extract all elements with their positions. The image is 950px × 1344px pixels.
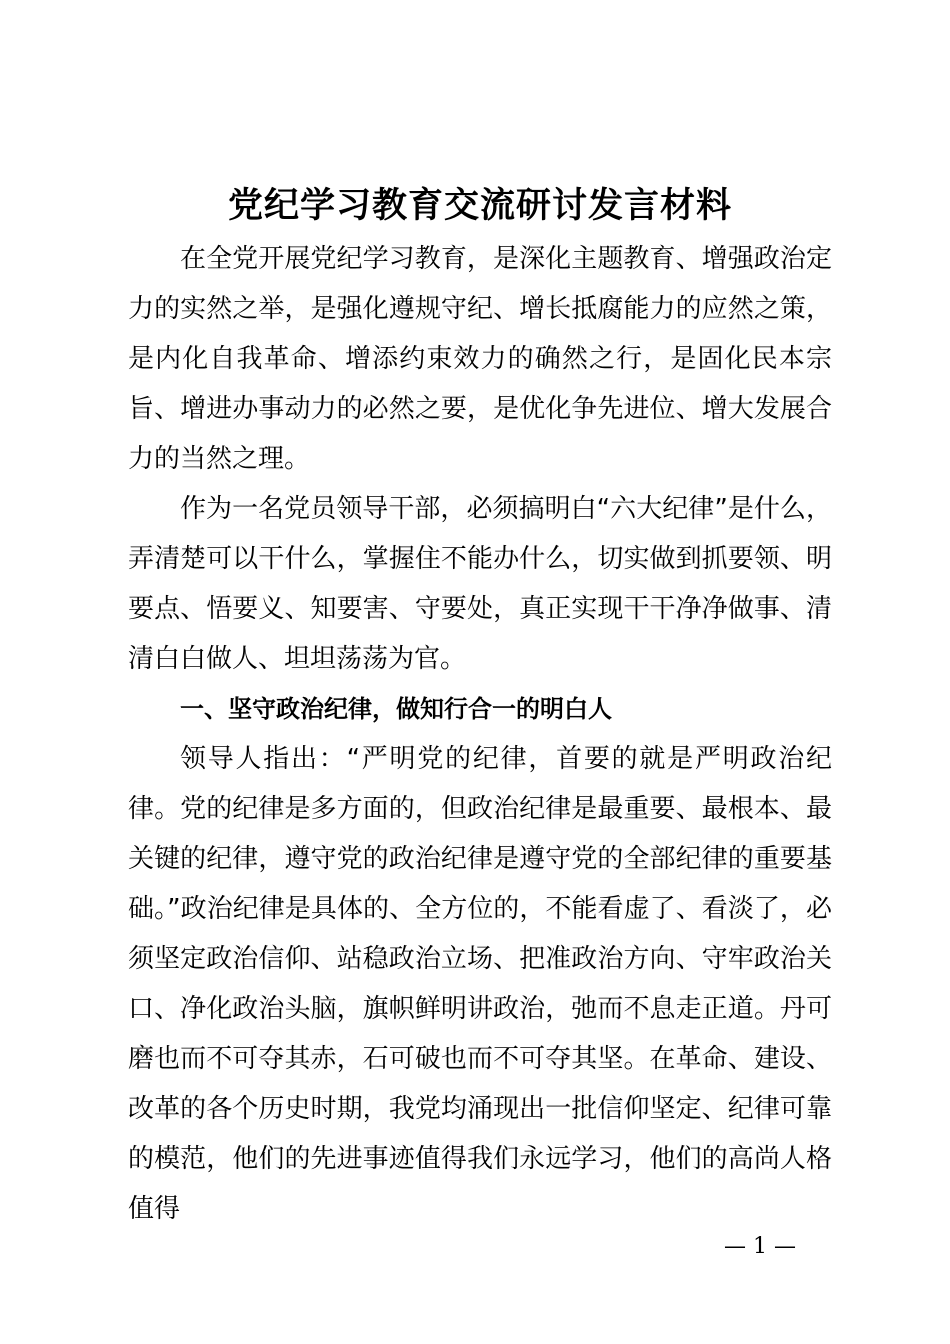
paragraph-intro: 在全党开展党纪学习教育，是深化主题教育、增强政治定力的实然之举，是强化遵规守纪、增长抵腐能力的应然之策，是内化自我革命、增添约束效力的确然之行，是固化民本宗旨、增进办事动力的必然之要，是优化争先进位、增大发展合力的当然之理。 bbox=[128, 244, 832, 474]
document-body bbox=[128, 178, 832, 1234]
page-number: — 1 — bbox=[724, 1234, 796, 1259]
document-title: 党纪学习教育交流研讨发言材料 bbox=[227, 185, 732, 226]
paragraph-political-discipline: 领导人指出：“严明党的纪律，首要的就是严明政治纪律。党的纪律是多方面的，但政治纪律是最重要、最根本、最关键的纪律，遵守党的政治纪律是遵守党的全部纪律的重要基础。”政治纪律是具体的、全方位的，不能看虚了、看淡了，必须坚定政治信仰、站稳政治立场、把准政治方向、守牢政治关口、净化政治头脑，旗帜鲜明讲政治，弛而不息走正道。丹可磨也而不可夺其赤，石可破也而不可夺其坚。在革命、建设、改革的各个历史时期，我党均涌现出一批信仰坚定、纪律可靠的模范，他们的先进事迹值得我们永远学习，他们的高尚人格值得 bbox=[128, 744, 832, 1224]
paragraph-six-disciplines: 作为一名党员领导干部，必须搞明白“六大纪律”是什么，弄清楚可以干什么，掌握住不能办什么，切实做到抓要领、明要点、悟要义、知要害、守要处，真正实现干干净净做事、清清白白做人、坦坦荡荡为官。 bbox=[128, 494, 832, 674]
section-heading-political-discipline: 一、坚守政治纪律，做知行合一的明白人 bbox=[180, 695, 612, 723]
